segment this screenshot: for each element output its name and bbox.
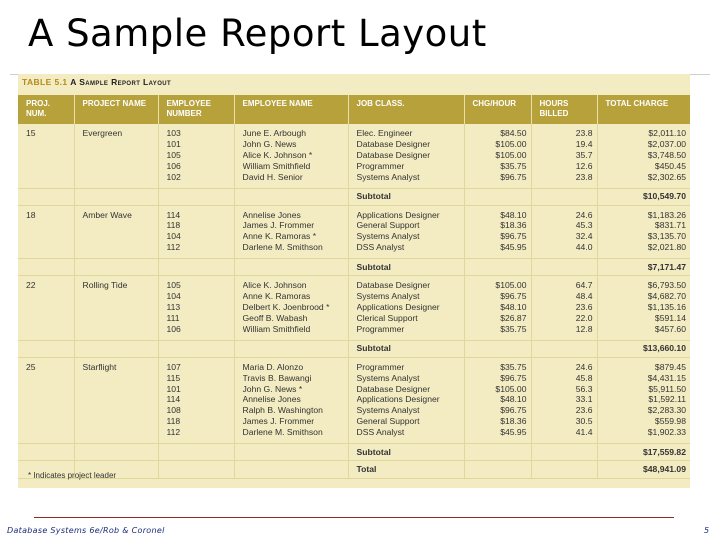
empty-cell bbox=[234, 340, 348, 357]
employee-number: 112 bbox=[166, 242, 181, 253]
job-class: Database Designer bbox=[356, 280, 431, 291]
employee-name: Darlene M. Smithson bbox=[242, 427, 323, 438]
job-class: Systems Analyst bbox=[356, 372, 420, 383]
job-class: DSS Analyst bbox=[356, 427, 405, 438]
employee-name: Travis B. Bawangi bbox=[242, 372, 312, 383]
hours-billed: 33.1 bbox=[575, 394, 593, 405]
charge-per-hour: $45.95 bbox=[500, 427, 527, 438]
subtotal-row bbox=[18, 188, 690, 205]
total-label: Total bbox=[348, 461, 464, 479]
total-charge: $2,302.65 bbox=[647, 171, 686, 182]
job-class: Database Designer bbox=[356, 138, 431, 149]
project-group-row bbox=[18, 205, 690, 259]
job-class: Applications Designer bbox=[356, 394, 440, 405]
project-name: Rolling Tide bbox=[74, 276, 158, 341]
charge-per-hour: $96.75 bbox=[500, 171, 527, 182]
employee-number: 101 bbox=[166, 138, 181, 149]
employee-number: 112 bbox=[166, 427, 181, 438]
empty-cell bbox=[74, 340, 158, 357]
proj-num: 15 bbox=[18, 124, 74, 188]
empty-cell bbox=[74, 444, 158, 461]
hours-billed: 45.3 bbox=[575, 220, 593, 231]
total-charge: $450.45 bbox=[654, 160, 686, 171]
charge-per-hour: $35.75 bbox=[500, 160, 527, 171]
subtotal-row bbox=[18, 444, 690, 461]
project-group-row bbox=[18, 357, 690, 443]
table-footnote: * Indicates project leader bbox=[28, 471, 117, 480]
job-class: Applications Designer bbox=[356, 301, 440, 312]
empty-cell bbox=[18, 188, 74, 205]
charge-per-hour: $96.75 bbox=[500, 231, 527, 242]
total-charge: $4,682.70 bbox=[647, 291, 686, 302]
hours-billed-column bbox=[531, 357, 597, 443]
subtotal-row bbox=[18, 259, 690, 276]
empty-cell bbox=[74, 259, 158, 276]
total-charge-column bbox=[597, 124, 690, 188]
total-charge: $559.98 bbox=[654, 416, 686, 427]
total-charge-column bbox=[597, 205, 690, 259]
employee-name: James J. Frommer bbox=[242, 416, 315, 427]
hours-billed: 19.4 bbox=[575, 138, 593, 149]
employee-number-column bbox=[158, 357, 234, 443]
employee-number: 102 bbox=[166, 171, 181, 182]
charge-per-hour-column bbox=[464, 124, 531, 188]
hours-billed: 24.6 bbox=[575, 209, 593, 220]
column-header-hours-billed: HOURS BILLED bbox=[531, 95, 597, 124]
empty-cell bbox=[158, 444, 234, 461]
job-class: Elec. Engineer bbox=[356, 128, 413, 138]
total-charge: $2,011.10 bbox=[648, 128, 686, 138]
hours-billed-column bbox=[531, 124, 597, 188]
empty-cell bbox=[464, 461, 531, 479]
subtotal-value: $17,559.82 bbox=[597, 444, 690, 461]
report-table-body bbox=[18, 124, 690, 479]
charge-per-hour: $18.36 bbox=[500, 220, 527, 231]
employee-name: Anne K. Ramoras bbox=[242, 291, 311, 302]
job-class-column bbox=[348, 205, 464, 259]
employee-number: 118 bbox=[166, 416, 181, 427]
total-charge: $457.60 bbox=[654, 323, 686, 334]
charge-per-hour: $105.00 bbox=[495, 383, 527, 394]
job-class: Database Designer bbox=[356, 149, 431, 160]
charge-per-hour: $105.00 bbox=[495, 149, 527, 160]
project-name: Amber Wave bbox=[74, 205, 158, 259]
employee-number: 104 bbox=[166, 291, 181, 302]
table-header-row bbox=[18, 95, 690, 124]
job-class: Systems Analyst bbox=[356, 231, 420, 242]
hours-billed: 41.4 bbox=[575, 427, 593, 438]
grand-total-row bbox=[18, 461, 690, 479]
table-caption-number: TABLE 5.1 bbox=[22, 77, 68, 87]
total-charge: $6,793.50 bbox=[647, 280, 686, 291]
hours-billed: 12.6 bbox=[575, 160, 593, 171]
total-charge: $1,135.16 bbox=[647, 301, 686, 312]
employee-number: 105 bbox=[166, 149, 181, 160]
hours-billed: 12.8 bbox=[575, 323, 593, 334]
employee-name: Darlene M. Smithson bbox=[242, 242, 323, 253]
employee-name: Ralph B. Washington bbox=[242, 405, 323, 416]
empty-cell bbox=[531, 259, 597, 276]
employee-name: James J. Frommer bbox=[242, 220, 315, 231]
project-name: Evergreen bbox=[74, 124, 158, 188]
column-header-chg-hour: CHG/HOUR bbox=[464, 95, 531, 124]
hours-billed: 56.3 bbox=[575, 383, 593, 394]
job-class: Systems Analyst bbox=[356, 405, 420, 416]
charge-per-hour: $18.36 bbox=[500, 416, 527, 427]
job-class-column bbox=[348, 124, 464, 188]
total-charge-column bbox=[597, 357, 690, 443]
proj-num: 25 bbox=[18, 357, 74, 443]
hours-billed: 32.4 bbox=[575, 231, 593, 242]
empty-cell bbox=[18, 340, 74, 357]
employee-number: 107 bbox=[166, 361, 181, 372]
job-class: General Support bbox=[356, 220, 420, 231]
hours-billed: 23.6 bbox=[575, 301, 593, 312]
job-class: General Support bbox=[356, 416, 420, 427]
subtotal-value: $10,549.70 bbox=[597, 188, 690, 205]
charge-per-hour: $35.75 bbox=[500, 361, 527, 372]
employee-name-column bbox=[234, 357, 348, 443]
total-charge-column bbox=[597, 276, 690, 341]
charge-per-hour: $35.75 bbox=[500, 323, 527, 334]
total-charge: $831.71 bbox=[654, 220, 686, 231]
total-charge: $3,748.50 bbox=[647, 149, 686, 160]
column-header-project-name: PROJECT NAME bbox=[74, 95, 158, 124]
employee-name: Annelise Jones bbox=[242, 394, 301, 405]
employee-name: John G. News * bbox=[242, 383, 303, 394]
footer-source: Database Systems 6e/Rob & Coronel bbox=[7, 526, 165, 535]
job-class: Database Designer bbox=[356, 383, 431, 394]
employee-number: 114 bbox=[166, 394, 181, 405]
charge-per-hour: $48.10 bbox=[500, 301, 527, 312]
charge-per-hour: $48.10 bbox=[500, 209, 527, 220]
project-name: Starflight bbox=[74, 357, 158, 443]
employee-number: 111 bbox=[166, 312, 180, 323]
proj-num: 18 bbox=[18, 205, 74, 259]
employee-name: Delbert K. Joenbrood * bbox=[242, 301, 330, 312]
employee-number: 115 bbox=[166, 372, 181, 383]
subtotal-label: Subtotal bbox=[348, 444, 464, 461]
empty-cell bbox=[464, 444, 531, 461]
employee-name: William Smithfield bbox=[242, 323, 311, 334]
charge-per-hour: $96.75 bbox=[500, 405, 527, 416]
employee-name: David H. Senior bbox=[242, 171, 303, 182]
employee-name-column bbox=[234, 124, 348, 188]
employee-number: 106 bbox=[166, 160, 181, 171]
empty-cell bbox=[531, 444, 597, 461]
charge-per-hour: $45.95 bbox=[500, 242, 527, 253]
total-charge: $1,183.26 bbox=[647, 209, 686, 220]
job-class: DSS Analyst bbox=[356, 242, 405, 253]
employee-number: 108 bbox=[166, 405, 181, 416]
charge-per-hour-column bbox=[464, 357, 531, 443]
charge-per-hour: $96.75 bbox=[500, 372, 527, 383]
table-caption bbox=[22, 77, 171, 87]
empty-cell bbox=[158, 461, 234, 479]
slide-title: A Sample Report Layout bbox=[28, 12, 487, 55]
employee-number: 104 bbox=[166, 231, 181, 242]
hours-billed: 44.0 bbox=[575, 242, 593, 253]
charge-per-hour: $84.50 bbox=[500, 128, 527, 138]
total-charge: $1,902.33 bbox=[647, 427, 686, 438]
empty-cell bbox=[464, 188, 531, 205]
proj-num: 22 bbox=[18, 276, 74, 341]
page-number: 5 bbox=[704, 526, 710, 535]
employee-number: 101 bbox=[166, 383, 181, 394]
job-class: Systems Analyst bbox=[356, 171, 420, 182]
hours-billed: 23.8 bbox=[575, 128, 593, 138]
empty-cell bbox=[531, 461, 597, 479]
employee-number: 114 bbox=[166, 209, 181, 220]
empty-cell bbox=[74, 188, 158, 205]
hours-billed: 45.8 bbox=[575, 372, 593, 383]
empty-cell bbox=[18, 444, 74, 461]
total-charge: $591.14 bbox=[654, 312, 686, 323]
job-class: Programmer bbox=[356, 160, 405, 171]
total-charge: $2,037.00 bbox=[647, 138, 686, 149]
table-caption-text: A Sample Report Layout bbox=[70, 77, 172, 87]
footer-divider bbox=[34, 517, 674, 518]
hours-billed: 24.6 bbox=[575, 361, 593, 372]
employee-number-column bbox=[158, 205, 234, 259]
empty-cell bbox=[531, 188, 597, 205]
column-header-job-class: JOB CLASS. bbox=[348, 95, 464, 124]
employee-name: Annelise Jones bbox=[242, 209, 301, 220]
subtotal-label: Subtotal bbox=[348, 340, 464, 357]
subtotal-row bbox=[18, 340, 690, 357]
employee-name: Maria D. Alonzo bbox=[242, 361, 304, 372]
empty-cell bbox=[234, 444, 348, 461]
column-header-employee-name: EMPLOYEE NAME bbox=[234, 95, 348, 124]
charge-per-hour: $96.75 bbox=[500, 291, 527, 302]
subtotal-value: $13,660.10 bbox=[597, 340, 690, 357]
job-class-column bbox=[348, 276, 464, 341]
employee-number-column bbox=[158, 124, 234, 188]
employee-number-column bbox=[158, 276, 234, 341]
employee-name-column bbox=[234, 205, 348, 259]
empty-cell bbox=[464, 340, 531, 357]
employee-name: June E. Arbough bbox=[242, 128, 307, 138]
employee-name: Geoff B. Wabash bbox=[242, 312, 308, 323]
empty-cell bbox=[234, 461, 348, 479]
hours-billed: 30.5 bbox=[575, 416, 593, 427]
total-charge: $879.45 bbox=[654, 361, 686, 372]
employee-number: 103 bbox=[166, 128, 181, 138]
hours-billed: 23.6 bbox=[575, 405, 593, 416]
job-class: Programmer bbox=[356, 361, 405, 372]
employee-name-column bbox=[234, 276, 348, 341]
empty-cell bbox=[234, 188, 348, 205]
employee-number: 113 bbox=[166, 301, 181, 312]
hours-billed-column bbox=[531, 205, 597, 259]
job-class: Systems Analyst bbox=[356, 291, 420, 302]
hours-billed: 23.8 bbox=[575, 171, 593, 182]
job-class-column bbox=[348, 357, 464, 443]
empty-cell bbox=[158, 340, 234, 357]
charge-per-hour-column bbox=[464, 205, 531, 259]
hours-billed-column bbox=[531, 276, 597, 341]
employee-name: William Smithfield bbox=[242, 160, 311, 171]
total-charge: $4,431.15 bbox=[647, 372, 686, 383]
hours-billed: 35.7 bbox=[575, 149, 593, 160]
charge-per-hour: $48.10 bbox=[500, 394, 527, 405]
charge-per-hour: $26.87 bbox=[500, 312, 527, 323]
hours-billed: 64.7 bbox=[575, 280, 593, 291]
empty-cell bbox=[531, 340, 597, 357]
hours-billed: 22.0 bbox=[575, 312, 593, 323]
hours-billed: 48.4 bbox=[575, 291, 593, 302]
employee-name: Alice K. Johnson * bbox=[242, 149, 313, 160]
employee-name: Alice K. Johnson bbox=[242, 280, 307, 291]
subtotal-label: Subtotal bbox=[348, 188, 464, 205]
total-charge: $2,283.30 bbox=[647, 405, 686, 416]
report-table-panel bbox=[18, 74, 690, 488]
charge-per-hour: $105.00 bbox=[495, 280, 527, 291]
empty-cell bbox=[18, 259, 74, 276]
subtotal-value: $7,171.47 bbox=[597, 259, 690, 276]
empty-cell bbox=[158, 188, 234, 205]
grand-total-value: $48,941.09 bbox=[597, 461, 690, 479]
empty-cell bbox=[234, 259, 348, 276]
column-header-total-charge: TOTAL CHARGE bbox=[597, 95, 690, 124]
charge-per-hour-column bbox=[464, 276, 531, 341]
charge-per-hour: $105.00 bbox=[495, 138, 527, 149]
project-group-row bbox=[18, 276, 690, 341]
job-class: Applications Designer bbox=[356, 209, 440, 220]
total-charge: $1,592.11 bbox=[648, 394, 686, 405]
employee-number: 106 bbox=[166, 323, 181, 334]
employee-number: 105 bbox=[166, 280, 181, 291]
empty-cell bbox=[158, 259, 234, 276]
job-class: Clerical Support bbox=[356, 312, 418, 323]
report-table bbox=[18, 95, 690, 479]
total-charge: $3,135.70 bbox=[647, 231, 686, 242]
column-header-proj-num: PROJ. NUM. bbox=[18, 95, 74, 124]
employee-name: John G. News bbox=[242, 138, 297, 149]
subtotal-label: Subtotal bbox=[348, 259, 464, 276]
project-group-row bbox=[18, 124, 690, 188]
total-charge: $5,911.50 bbox=[648, 383, 686, 394]
employee-number: 118 bbox=[166, 220, 181, 231]
empty-cell bbox=[464, 259, 531, 276]
column-header-employee-number: EMPLOYEE NUMBER bbox=[158, 95, 234, 124]
total-charge: $2,021.80 bbox=[647, 242, 686, 253]
job-class: Programmer bbox=[356, 323, 405, 334]
employee-name: Anne K. Ramoras * bbox=[242, 231, 317, 242]
